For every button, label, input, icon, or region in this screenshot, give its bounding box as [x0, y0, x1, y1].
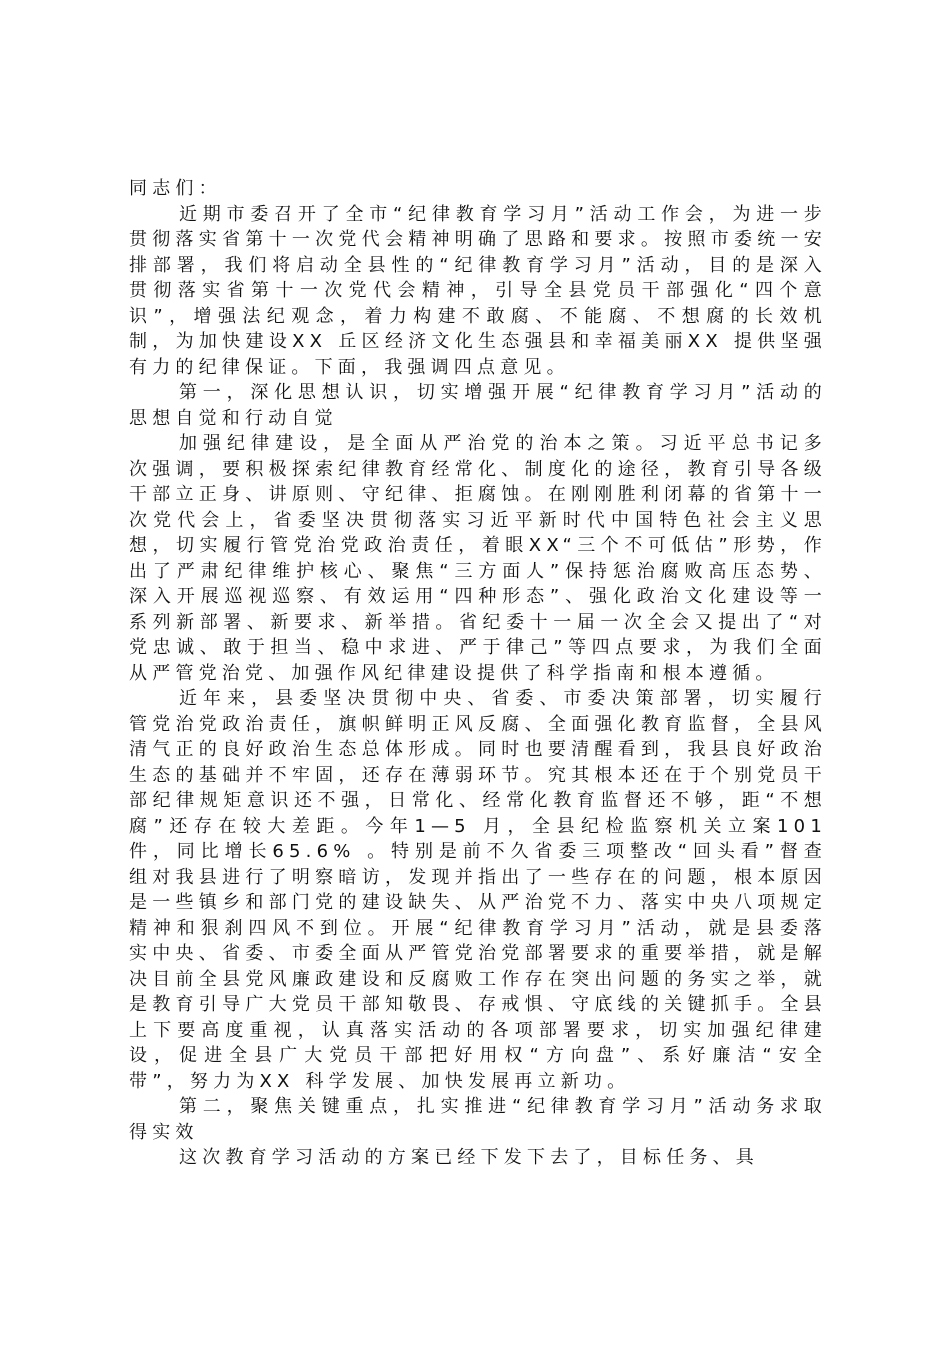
paragraph-recent-years: 近年来，县委坚决贯彻中央、省委、市委决策部署，切实履行管党治党政治责任，旗帜鲜明正风反腐、全面强化教育监督，全县风清气正的良好政治生态总体形成。同时也要清醒看到，我县良好政治生态的基础并不牢固，还存在薄弱环节。究其根本还在于个别党员干部纪律规矩意识还不强，日常化、经常化教育监督还不够，距“不想腐”还存在较大差距。今年1—5 月，全县纪检监察机关立案101 件，同比增长65.6% 。特别是前不久省委三项整改“回头看”督查组对我县进行了明察暗访，发现并指出了一些存在的问题，根本原因是一些镇乡和部门党的建设缺失、从严治党不力、落实中央八项规定精神和狠刹四风不到位。开展“纪律教育学习月”活动，就是县委落实中央、省委、市委全面从严管党治党部署要求的重要举措，就是解决目前全县党风廉政建设和反腐败工作存在突出问题的务实之举，就是教育引导广大党员干部知敬畏、存戒惧、守底线的关键抓手。全县上下要高度重视，认真落实活动的各项部署要求，切实加强纪律建设，促进全县广大党员干部把好用权“方向盘”、系好廉洁“安全带”，努力为XX 科学发展、加快发展再立新功。: [129, 688, 827, 1092]
paragraph-intro: 近期市委召开了全市“纪律教育学习月”活动工作会，为进一步贯彻落实省第十一次党代会精神明确了思路和要求。按照市委统一安排部署，我们将启动全县性的“纪律教育学习月”活动，目的是深入贯彻落实省第十一次党代会精神，引导全县党员干部强化“四个意识”，增强法纪观念，着力构建不敢腐、不能腐、不想腐的长效机制，为加快建设XX 丘区经济文化生态强县和幸福美丽XX 提供坚强有力的纪律保证。下面，我强调四点意见。: [129, 203, 827, 378]
section-heading-1: 第一，深化思想认识，切实增强开展“纪律教育学习月”活动的思想自觉和行动自觉: [129, 382, 827, 429]
document-body: [129, 176, 827, 1171]
paragraph-activity-plan: 这次教育学习活动的方案已经下发下去了，目标任务、具: [179, 1147, 759, 1168]
paragraph-discipline-building: 加强纪律建设，是全面从严治党的治本之策。习近平总书记多次强调，要积极探索纪律教育经常化、制度化的途径，教育引导各级干部立正身、讲原则、守纪律、拒腐蚀。在刚刚胜利闭幕的省第十一次党代会上，省委坚决贯彻落实习近平新时代中国特色社会主义思想，切实履行管党治党政治责任，着眼XX“三个不可低估”形势，作出了严肃纪律维护核心、聚焦“三方面人”保持惩治腐败高压态势、深入开展巡视巡察、有效运用“四种形态”、强化政治文化建设等一系列新部署、新要求、新举措。省纪委十一届一次全会又提出了“对党忠诚、敢于担当、稳中求进、严于律己”等四点要求，为我们全面从严管党治党、加强作风纪律建设提供了科学指南和根本遵循。: [129, 433, 827, 684]
salutation: 同志们：: [129, 178, 222, 199]
section-heading-2: 第二，聚焦关键重点，扎实推进“纪律教育学习月”活动务求取得实效: [129, 1096, 827, 1143]
